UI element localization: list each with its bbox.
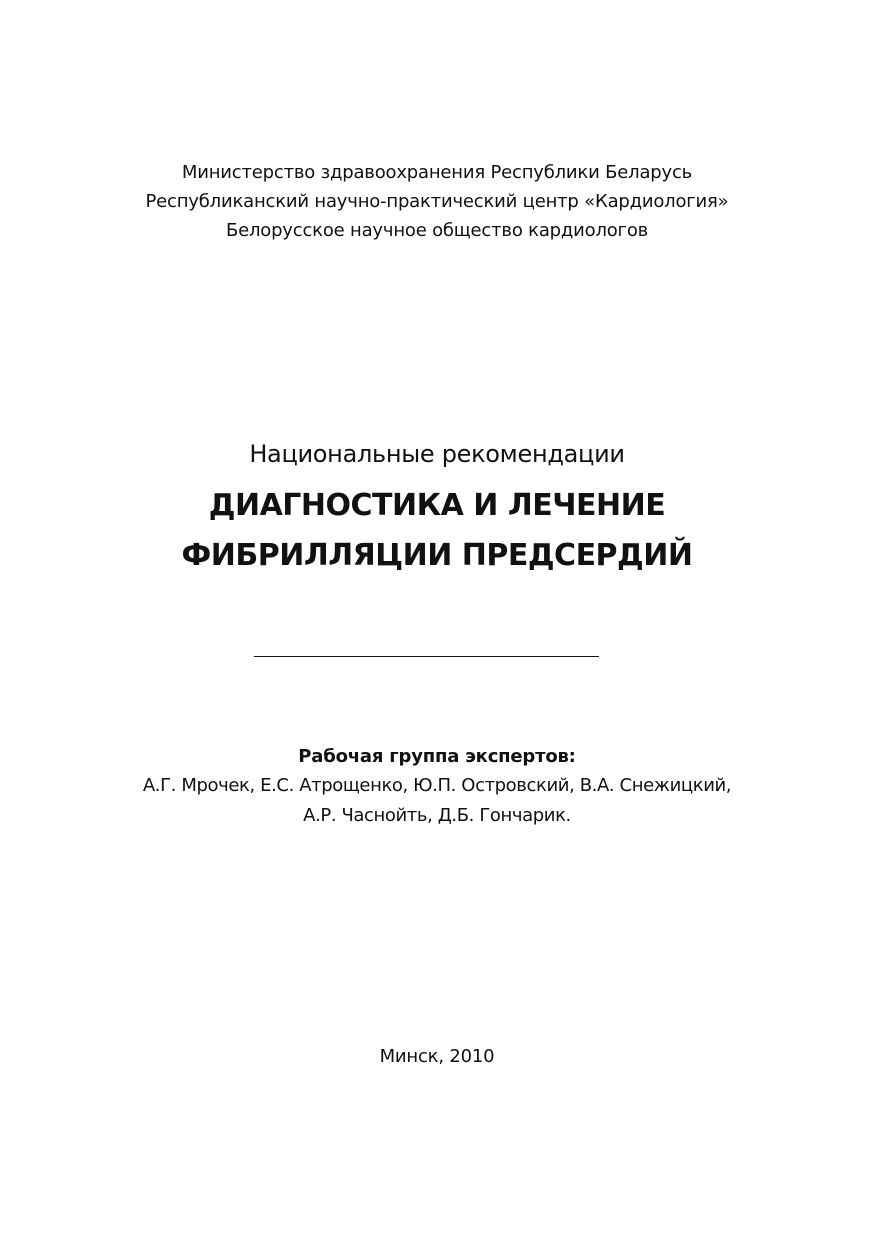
organization-ministry: Министерство здравоохранения Республики Беларусь [181, 162, 693, 183]
separator-rule [254, 656, 599, 657]
organization-society: Белорусское научное общество кардиологов [225, 220, 649, 241]
document-title-line-2: ФИБРИЛЛЯЦИИ ПРЕДСЕРДИЙ [181, 538, 693, 573]
document-subtitle: Национальные рекомендации [249, 440, 625, 468]
publication-place-year: Минск, 2010 [379, 1046, 495, 1067]
organization-center: Республиканский научно-практический центр «Кардиология» [145, 191, 729, 212]
document-title-line-1: ДИАГНОСТИКА И ЛЕЧЕНИЕ [208, 488, 666, 523]
experts-heading: Рабочая группа экспертов: [298, 746, 576, 767]
experts-names-line-2: А.Р. Часнойть, Д.Б. Гончарик. [303, 805, 571, 826]
experts-names-line-1: А.Г. Мрочек, Е.С. Атрощенко, Ю.П. Островский, В.А. Снежицкий, [142, 775, 732, 796]
